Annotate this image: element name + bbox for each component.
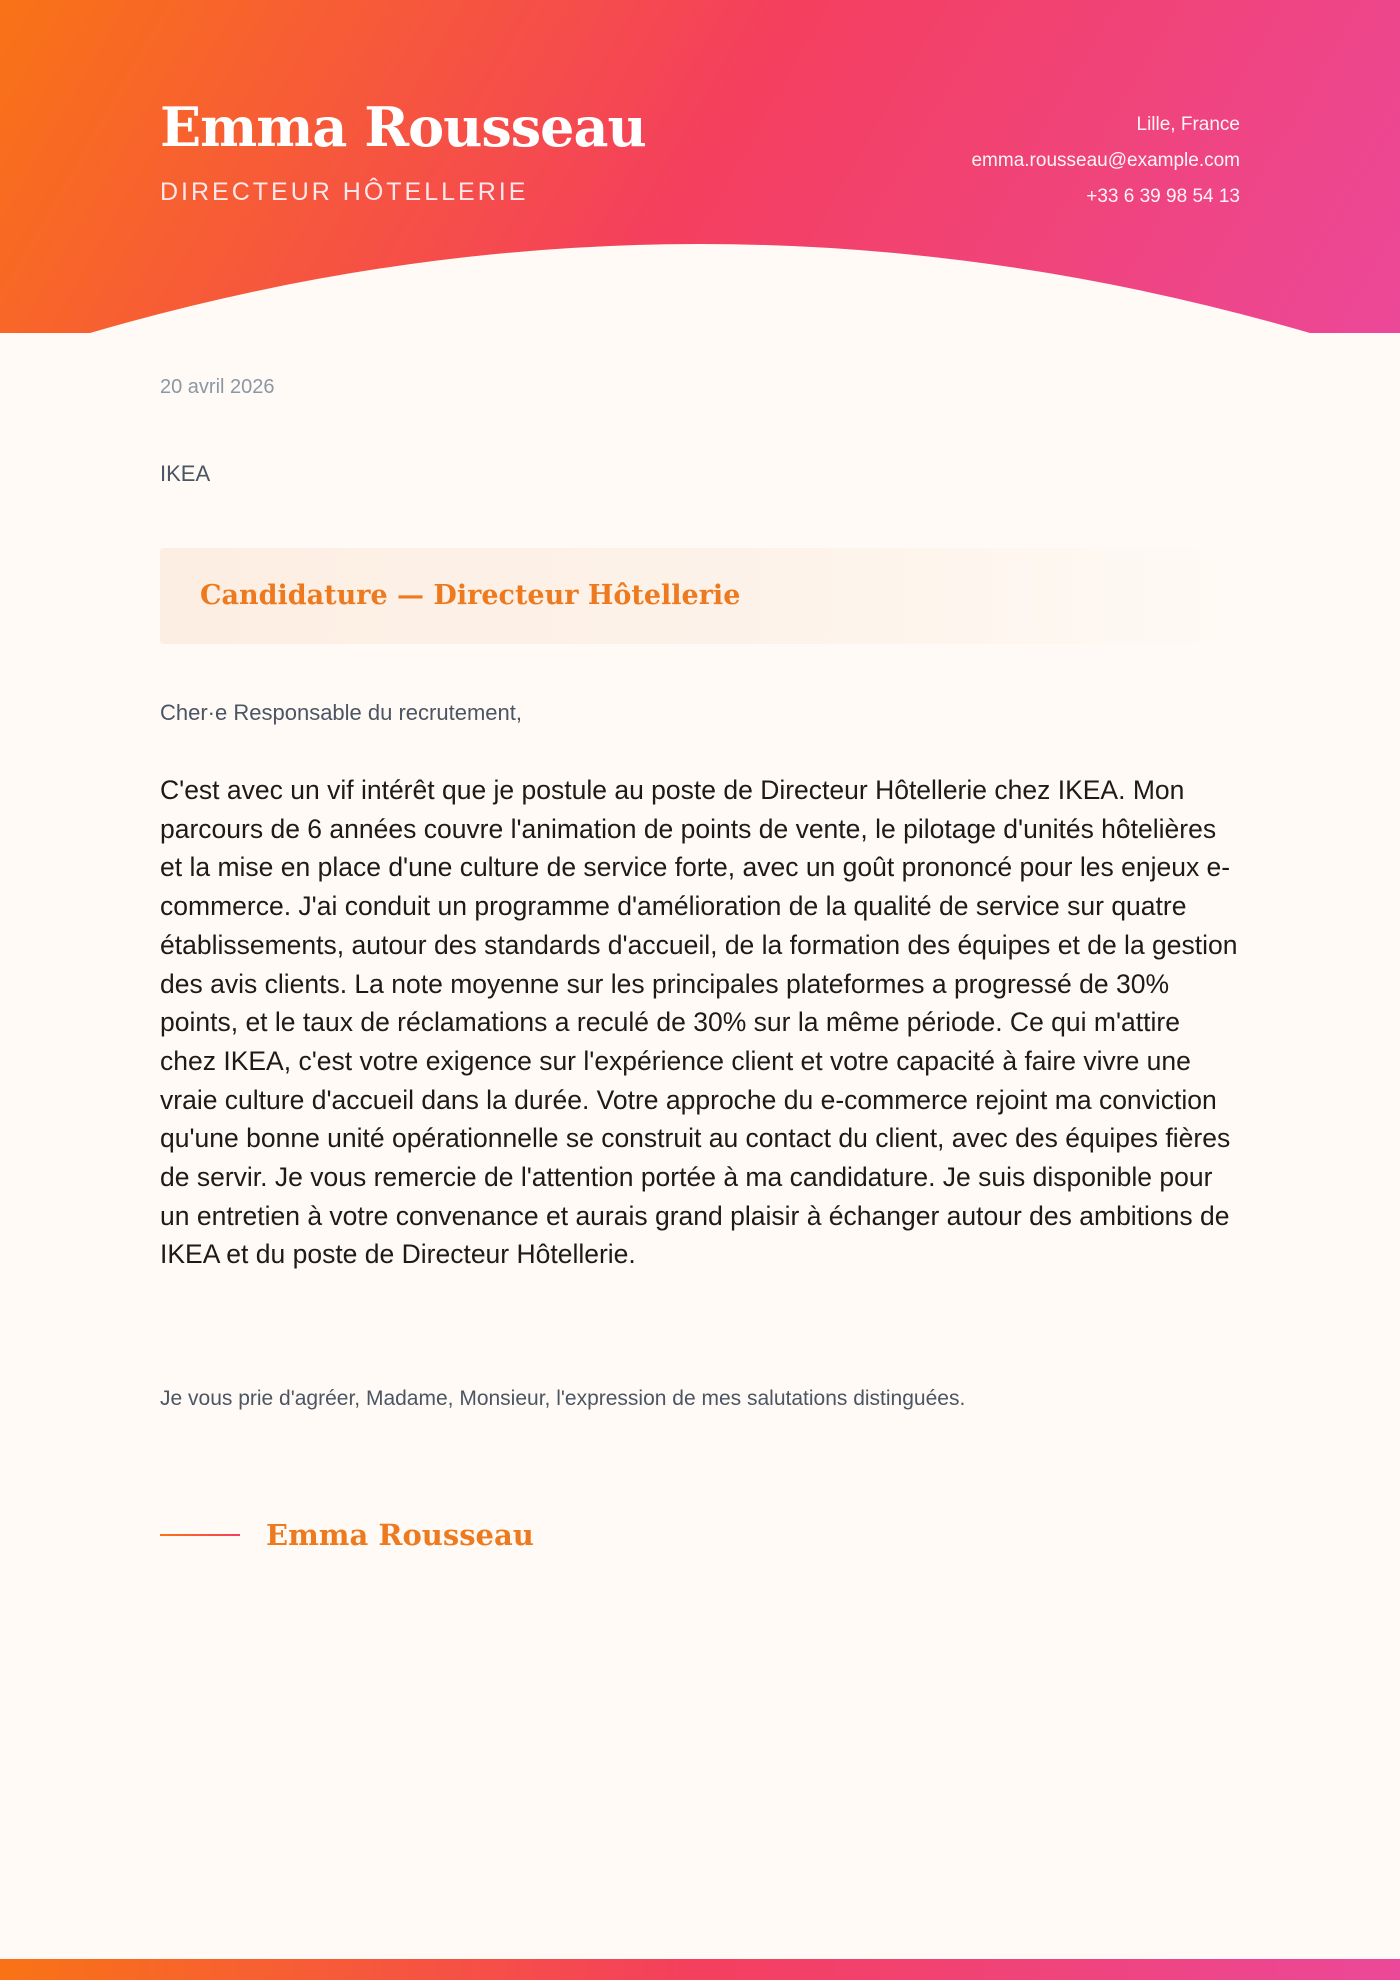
letter-date: 20 avril 2026 (160, 376, 275, 398)
contact-email[interactable]: emma.rousseau@example.com (971, 150, 1240, 171)
contact-location: Lille, France (1136, 114, 1240, 135)
applicant-name: Emma Rousseau (160, 95, 646, 159)
letter-subject: Candidature — Directeur Hôtellerie (200, 580, 741, 611)
applicant-role: DIRECTEUR HÔTELLERIE (160, 178, 529, 206)
contact-phone[interactable]: +33 6 39 98 54 13 (1086, 186, 1240, 207)
signature-name: Emma Rousseau (266, 1518, 534, 1552)
letter-closing: Je vous prie d'agréer, Madame, Monsieur, l'expression de mes salutations distinguées. (160, 1387, 966, 1410)
footer-gradient-bar (0, 1959, 1400, 1980)
letter-greeting: Cher·e Responsable du recrutement, (160, 700, 522, 725)
letter-body: C'est avec un vif intérêt que je postule au poste de Directeur Hôtellerie chez IKEA. Mon parcours de 6 années couvre l'animation de points de vente, le pilotage d'unités hôtelières et la mise en place d'une culture de service forte, avec un goût prononcé pour les enjeux e-commerce. J'ai conduit un programme d'amélioration de la qualité de service sur quatre établissements, autour des standards d'accueil, de la formation des équipes et de la gestion des avis clients. La note moyenne sur les principales plateformes a progressé de 30% points, et le taux de réclamations a reculé de 30% sur la même période. Ce qui m'attire chez IKEA, c'est votre exigence sur l'expérience client et votre capacité à faire vivre une vraie culture d'accueil dans la durée. Votre approche du e-commerce rejoint ma conviction qu'une bonne unité opérationnelle se construit au contact du client, avec des équipes fières de servir. Je vous remercie de l'attention portée à ma candidature. Je suis disponible pour un entretien à votre convenance et aurais grand plaisir à échanger autour des ambitions de IKEA et du poste de Directeur Hôtellerie. (160, 775, 1238, 1270)
contact-block (971, 107, 1240, 215)
letter-header (0, 0, 1400, 333)
signature-divider (160, 1534, 240, 1536)
subject-banner (160, 548, 1240, 644)
recipient-company: IKEA (160, 461, 211, 486)
